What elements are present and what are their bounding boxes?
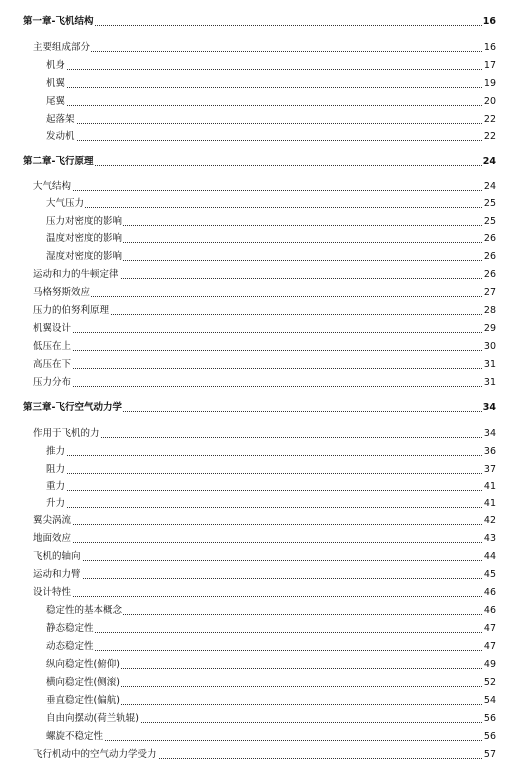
toc-entry[interactable] — [0, 358, 512, 372]
dot-leader — [46, 140, 496, 141]
toc-entry-page-number: 45 — [483, 569, 496, 580]
toc-entry-title: 飞机的轴向 — [33, 551, 81, 562]
toc-entry-page-number: 25 — [483, 198, 496, 209]
dot-leader — [33, 386, 496, 387]
toc-entry-page-number: 49 — [483, 659, 496, 670]
toc-entry-page-number: 54 — [483, 695, 496, 706]
dot-leader — [33, 190, 496, 191]
toc-entry[interactable] — [0, 197, 512, 211]
toc-entry-title: 阻力 — [46, 464, 66, 475]
toc-entry-title: 湿度对密度的影响 — [46, 251, 123, 262]
toc-entry-title: 自由向摆动(荷兰轨辊) — [46, 713, 139, 724]
toc-entry-page-number: 37 — [483, 464, 496, 475]
toc-entry[interactable] — [0, 130, 512, 144]
toc-entry-page-number: 57 — [483, 749, 496, 760]
toc-entry-page-number: 34 — [482, 402, 496, 413]
toc-entry-page-number: 46 — [483, 605, 496, 616]
toc-entry-page-number: 29 — [483, 323, 496, 334]
toc-entry[interactable] — [0, 77, 512, 91]
dot-leader — [46, 207, 496, 208]
dot-leader — [33, 596, 496, 597]
toc-entry[interactable] — [0, 730, 512, 744]
toc-entry[interactable] — [0, 604, 512, 618]
toc-entry-page-number: 28 — [483, 305, 496, 316]
toc-entry-title: 横向稳定性(侧滚) — [46, 677, 120, 688]
toc-entry-title: 机身 — [46, 60, 66, 71]
toc-entry[interactable] — [0, 59, 512, 73]
toc-entry[interactable] — [0, 250, 512, 264]
toc-entry-page-number: 43 — [483, 533, 496, 544]
toc-entry-title: 运动和力的牛顿定律 — [33, 269, 119, 280]
toc-entry-page-number: 16 — [482, 16, 496, 27]
toc-entry-page-number: 41 — [483, 498, 496, 509]
toc-entry-title: 温度对密度的影响 — [46, 233, 123, 244]
toc-entry-page-number: 44 — [483, 551, 496, 562]
dot-leader — [46, 123, 496, 124]
toc-entry-title: 第三章-飞行空气动力学 — [23, 402, 122, 413]
toc-entry[interactable] — [0, 550, 512, 564]
toc-entry[interactable] — [0, 41, 512, 55]
toc-entry-page-number: 22 — [483, 114, 496, 125]
dot-leader — [33, 524, 496, 525]
toc-entry-page-number: 27 — [483, 287, 496, 298]
toc-entry-title: 马格努斯效应 — [33, 287, 91, 298]
toc-entry-title: 地面效应 — [33, 533, 72, 544]
dot-leader — [33, 332, 496, 333]
toc-entry-title: 第二章-飞行原理 — [23, 156, 94, 167]
dot-leader — [46, 87, 496, 88]
toc-entry[interactable] — [0, 694, 512, 708]
toc-entry[interactable] — [0, 427, 512, 441]
dot-leader — [33, 350, 496, 351]
toc-entry-title: 稳定性的基本概念 — [46, 605, 123, 616]
toc-entry-title: 大气压力 — [46, 198, 85, 209]
dot-leader — [46, 507, 496, 508]
toc-entry-title: 飞行机动中的空气动力学受力 — [33, 749, 157, 760]
dot-leader — [33, 542, 496, 543]
toc-entry-title: 尾翼 — [46, 96, 66, 107]
toc-entry[interactable] — [0, 268, 512, 282]
toc-entry-page-number: 26 — [483, 233, 496, 244]
toc-entry-title: 压力的伯努利原理 — [33, 305, 110, 316]
toc-entry-title: 作用于飞机的力 — [33, 428, 100, 439]
toc-entry[interactable] — [0, 113, 512, 127]
toc-entry[interactable] — [0, 322, 512, 336]
toc-entry-title: 压力分布 — [33, 377, 72, 388]
toc-entry-page-number: 25 — [483, 216, 496, 227]
toc-entry[interactable] — [0, 640, 512, 654]
toc-entry-page-number: 24 — [482, 156, 496, 167]
toc-entry[interactable] — [0, 445, 512, 459]
dot-leader — [33, 296, 496, 297]
toc-entry-title: 推力 — [46, 446, 66, 457]
dot-leader — [33, 578, 496, 579]
toc-entry[interactable] — [0, 497, 512, 511]
toc-entry-page-number: 17 — [483, 60, 496, 71]
dot-leader — [46, 69, 496, 70]
dot-leader — [46, 632, 496, 633]
toc-entry-page-number: 19 — [483, 78, 496, 89]
toc-entry-title: 发动机 — [46, 131, 75, 142]
toc-entry[interactable] — [0, 586, 512, 600]
toc-entry-title: 高压在下 — [33, 359, 72, 370]
toc-entry[interactable] — [0, 376, 512, 390]
toc-entry[interactable] — [0, 712, 512, 726]
dot-leader — [33, 437, 496, 438]
toc-entry-title: 动态稳定性 — [46, 641, 94, 652]
toc-entry[interactable] — [0, 95, 512, 109]
toc-entry-page-number: 34 — [483, 428, 496, 439]
toc-entry-page-number: 47 — [483, 623, 496, 634]
toc-entry[interactable] — [0, 480, 512, 494]
dot-leader — [46, 650, 496, 651]
toc-entry-page-number: 20 — [483, 96, 496, 107]
toc-entry[interactable] — [0, 286, 512, 300]
toc-entry-page-number: 16 — [483, 42, 496, 53]
toc-entry[interactable] — [0, 304, 512, 318]
toc-entry[interactable] — [0, 514, 512, 528]
toc-entry[interactable] — [0, 676, 512, 690]
toc-entry-page-number: 22 — [483, 131, 496, 142]
toc-entry-title: 大气结构 — [33, 181, 72, 192]
toc-entry[interactable] — [0, 180, 512, 194]
toc-entry[interactable] — [0, 658, 512, 672]
toc-entry-title: 起落架 — [46, 114, 75, 125]
toc-entry-title: 升力 — [46, 498, 66, 509]
toc-entry-title: 第一章-飞机结构 — [23, 16, 94, 27]
toc-chapter-entry[interactable] — [0, 15, 512, 29]
toc-entry[interactable] — [0, 215, 512, 229]
toc-entry-title: 机翼 — [46, 78, 66, 89]
toc-entry-page-number: 42 — [483, 515, 496, 526]
dot-leader — [33, 560, 496, 561]
toc-entry-page-number: 31 — [483, 359, 496, 370]
toc-entry-page-number: 26 — [483, 269, 496, 280]
toc-entry-title: 纵向稳定性(俯仰) — [46, 659, 120, 670]
toc-entry-title: 主要组成部分 — [33, 42, 91, 53]
toc-entry-page-number: 56 — [483, 731, 496, 742]
toc-entry-title: 设计特性 — [33, 587, 72, 598]
toc-entry[interactable] — [0, 232, 512, 246]
toc-entry-title: 低压在上 — [33, 341, 72, 352]
dot-leader — [33, 368, 496, 369]
toc-entry-page-number: 30 — [483, 341, 496, 352]
dot-leader — [46, 455, 496, 456]
dot-leader — [46, 473, 496, 474]
toc-entry-page-number: 41 — [483, 481, 496, 492]
toc-entry[interactable] — [0, 748, 512, 762]
dot-leader — [33, 51, 496, 52]
toc-entry[interactable] — [0, 463, 512, 477]
toc-entry-page-number: 46 — [483, 587, 496, 598]
toc-chapter-entry[interactable] — [0, 155, 512, 169]
toc-entry-title: 垂直稳定性(偏航) — [46, 695, 120, 706]
toc-entry-page-number: 52 — [483, 677, 496, 688]
toc-entry-title: 翼尖涡流 — [33, 515, 72, 526]
dot-leader — [46, 490, 496, 491]
toc-entry[interactable] — [0, 340, 512, 354]
toc-entry[interactable] — [0, 622, 512, 636]
toc-entry-title: 螺旋不稳定性 — [46, 731, 104, 742]
toc-entry-page-number: 24 — [483, 181, 496, 192]
toc-entry[interactable] — [0, 532, 512, 546]
toc-entry[interactable] — [0, 568, 512, 582]
toc-entry-page-number: 56 — [483, 713, 496, 724]
toc-entry-title: 静态稳定性 — [46, 623, 94, 634]
toc-entry-title: 机翼设计 — [33, 323, 72, 334]
toc-entry-title: 重力 — [46, 481, 66, 492]
toc-entry-page-number: 26 — [483, 251, 496, 262]
dot-leader — [46, 105, 496, 106]
toc-entry-page-number: 31 — [483, 377, 496, 388]
toc-entry-page-number: 36 — [483, 446, 496, 457]
dot-leader — [46, 740, 496, 741]
toc-entry-title: 压力对密度的影响 — [46, 216, 123, 227]
toc-entry-page-number: 47 — [483, 641, 496, 652]
toc-chapter-entry[interactable] — [0, 401, 512, 415]
toc-entry-title: 运动和力臂 — [33, 569, 81, 580]
